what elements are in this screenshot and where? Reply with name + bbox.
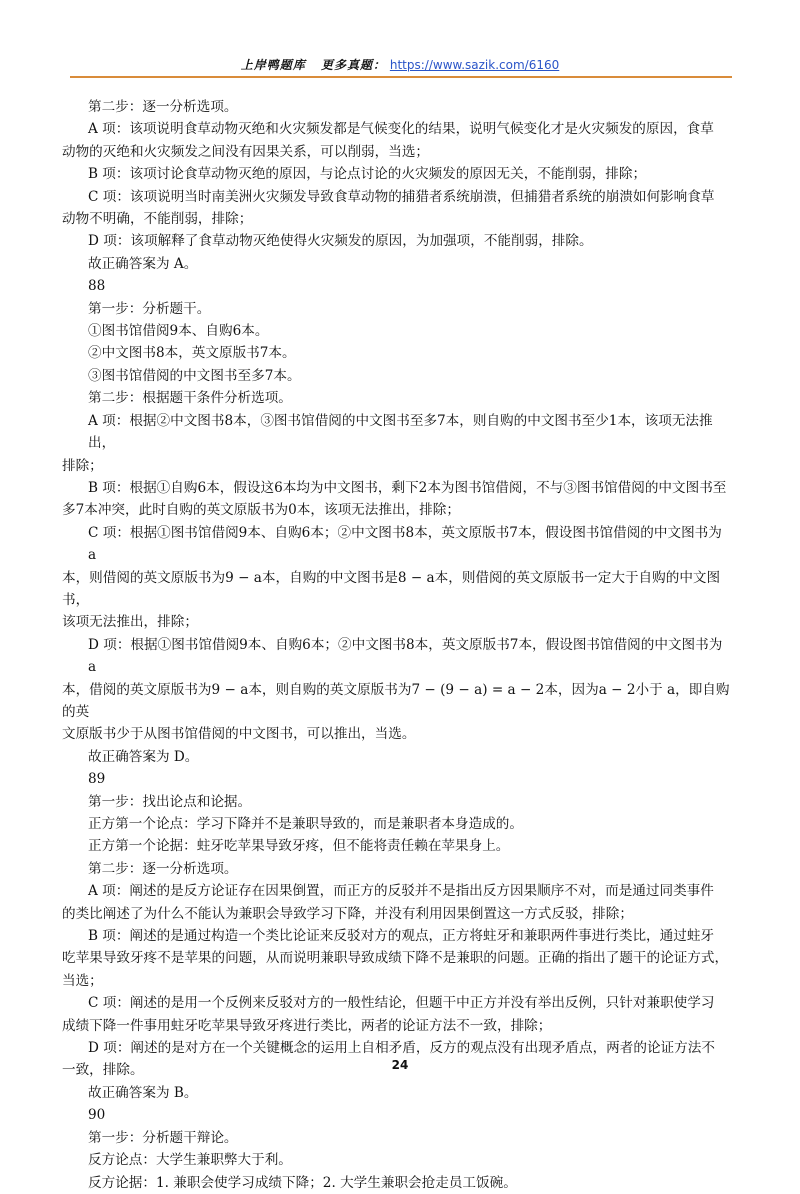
text-line: 正方第一个论据：蛀牙吃苹果导致牙疼，但不能将责任赖在苹果身上。 <box>88 838 510 855</box>
text-line: 吃苹果导致牙疼不是苹果的问题，从而说明兼职导致成绩下降不是兼职的问题。正确的指出了题干的论证方式， <box>62 950 729 967</box>
text-line: 89 <box>88 771 106 788</box>
header-brand: 上岸鸭题库 <box>240 58 306 72</box>
text-line: B 项：根据①自购6本，假设这6本均为中文图书，剩下2本为图书馆借阅，不与③图书馆借阅的中文图书至 <box>88 479 727 496</box>
text-line: 第一步：分析题干辩论。 <box>88 1129 238 1146</box>
text-line: 故正确答案为 D。 <box>88 748 199 765</box>
text-line: 一致，排除。 <box>62 1062 144 1079</box>
text-line: 动物的灭绝和火灾频发之间没有因果关系，可以削弱，当选； <box>62 143 430 160</box>
document-body <box>62 96 730 1194</box>
text-line: 本，借阅的英文原版书为9 − a本，则自购的英文原版书为7 − (9 − a) = a − 2本，因为a − 2小于 a，即自购的英 <box>62 681 730 720</box>
text-line: 反方论据：1. 兼职会使学习成绩下降；2. 大学生兼职会抢走员工饭碗。 <box>88 1174 517 1191</box>
text-line: D 项：该项解释了食草动物灭绝使得火灾频发的原因，为加强项，不能削弱，排除。 <box>88 233 593 250</box>
text-line: 多7本冲突，此时自购的英文原版书为0本，该项无法推出，排除； <box>62 502 460 519</box>
text-line: C 项：根据①图书馆借阅9本、自购6本；②中文图书8本，英文原版书7本，假设图书馆借阅的中文图书为 a <box>88 524 722 564</box>
page-header <box>0 58 800 72</box>
text-line: 90 <box>88 1107 106 1124</box>
text-line: 第二步：逐一分析选项。 <box>88 860 238 877</box>
text-line: 第一步：找出论点和论据。 <box>88 793 252 810</box>
text-line: 该项无法推出，排除； <box>62 614 198 631</box>
header-label: 更多真题： <box>321 58 387 72</box>
text-line: A 项：该项说明食草动物灭绝和火灾频发都是气候变化的结果，说明气候变化才是火灾频发的原因，食草 <box>88 121 714 138</box>
text-line: A 项：根据②中文图书8本，③图书馆借阅的中文图书至多7本，则自购的中文图书至少1本，该项无法推出， <box>88 412 713 452</box>
text-line: 的类比阐述了为什么不能认为兼职会导致学习下降，并没有利用因果倒置这一方式反驳，排除； <box>62 905 633 922</box>
text-line: 当选； <box>62 972 103 989</box>
text-line: 动物不明确，不能削弱，排除； <box>62 211 253 228</box>
text-line: 88 <box>88 278 106 295</box>
text-line: 故正确答案为 A。 <box>88 255 198 272</box>
text-line: C 项：该项说明当时南美洲火灾频发导致食草动物的捕猎者系统崩溃，但捕猎者系统的崩溃如何影响食草 <box>88 188 715 205</box>
text-line: B 项：阐述的是通过构造一个类比论证来反驳对方的观点，正方将蛀牙和兼职两件事进行类比，通过蛀牙 <box>88 928 715 945</box>
text-line: 排除； <box>62 457 103 474</box>
text-line: 正方第一个论点：学习下降并不是兼职导致的，而是兼职者本身造成的。 <box>88 816 523 832</box>
text-line: 反方论点：大学生兼职弊大于利。 <box>88 1152 292 1169</box>
text-line: 第二步：逐一分析选项。 <box>88 99 238 115</box>
text-line: D 项：阐述的是对方在一个关键概念的运用上自相矛盾，反方的观点没有出现矛盾点，两者的论证方法不 <box>88 1040 715 1057</box>
text-line: ①图书馆借阅9本、自购6本。 <box>88 323 269 340</box>
text-line: A 项：阐述的是反方论证存在因果倒置，而正方的反驳并不是指出反方因果顺序不对，而是通过同类事件 <box>88 883 714 900</box>
text-line: 第一步：分析题干。 <box>88 300 211 317</box>
header-rule <box>70 76 732 78</box>
text-line: C 项：阐述的是用一个反例来反驳对方的一般性结论，但题干中正方并没有举出反例，只针对兼职使学习 <box>88 995 715 1012</box>
text-line: ③图书馆借阅的中文图书至多7本。 <box>88 367 301 384</box>
text-line: 文原版书少于从图书馆借阅的中文图书，可以推出，当选。 <box>62 726 416 743</box>
header-link[interactable]: https://www.sazik.com/6160 <box>389 58 560 72</box>
text-line: 第二步：根据题干条件分析选项。 <box>88 390 292 407</box>
text-line: B 项：该项讨论食草动物灭绝的原因，与论点讨论的火灾频发的原因无关，不能削弱，排除； <box>88 166 647 183</box>
text-line: 成绩下降一件事用蛀牙吃苹果导致牙疼进行类比，两者的论证方法不一致，排除； <box>62 1017 552 1034</box>
text-line: D 项：根据①图书馆借阅9本、自购6本；②中文图书8本，英文原版书7本，假设图书馆借阅的中文图书为 a <box>88 636 723 676</box>
text-line: ②中文图书8本，英文原版书7本。 <box>88 345 296 362</box>
text-line: 故正确答案为 B。 <box>88 1084 198 1101</box>
page-number: 24 <box>391 1058 409 1072</box>
text-line: 本，则借阅的英文原版书为9 − a本，自购的中文图书是8 − a本，则借阅的英文原版书一定大于自购的中文图书， <box>62 569 721 608</box>
